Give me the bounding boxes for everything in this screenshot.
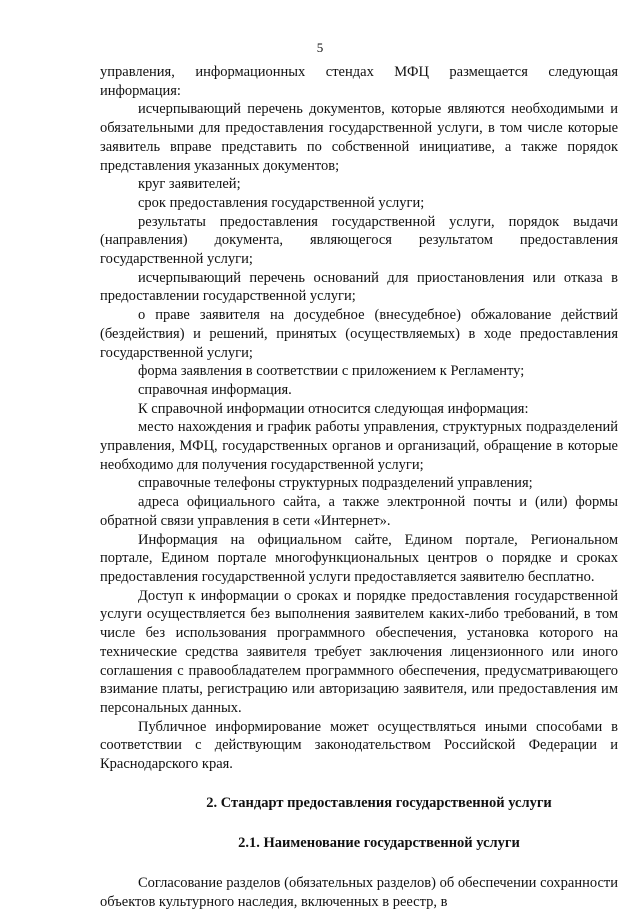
paragraph: форма заявления в соответствии с приложением к Регламенту;	[138, 363, 525, 380]
paragraph: срок предоставления государственной услуги;	[138, 194, 425, 211]
paragraph: адреса официального сайта, а также электронной почты и (или) формы обратной связи управления в сети «Интернет».	[100, 494, 618, 529]
paragraph: исчерпывающий перечень оснований для приостановления или отказа в предоставлении государственной услуги;	[100, 269, 618, 305]
paragraph: справочные телефоны структурных подразделений управления;	[138, 475, 533, 492]
paragraphs-top	[100, 63, 618, 774]
paragraph: круг заявителей;	[138, 176, 241, 193]
document-body	[100, 63, 618, 912]
paragraphs-bottom	[100, 874, 618, 911]
paragraph: справочная информация.	[138, 381, 292, 398]
section-heading: 2. Стандарт предоставления государственной услуги	[206, 794, 552, 811]
paragraph: место нахождения и график работы управления, структурных подразделений управления, МФЦ, государственных органов и организаций, обращение в которые необходимо для получения государственной услуги;	[100, 419, 618, 473]
paragraph: исчерпывающий перечень документов, которые являются необходимыми и обязательными для предоставления государственной услуги, в том числе которые заявитель вправе представить по собственной инициативе, а также порядок представления указанных документов;	[100, 101, 618, 174]
paragraph: результаты предоставления государственной услуги, порядок выдачи (направления) документа, являющегося результатом предоставления государственной услуги;	[100, 213, 618, 268]
paragraph: Информация на официальном сайте, Едином портале, Региональном портале, Едином портале многофункциональных центров о порядке и сроках предоставления государственной услуги предоставляется заявителю бесплатно.	[100, 531, 618, 585]
paragraph: Согласование разделов (обязательных разделов) об обеспечении сохранности объектов культурного наследия, включенных в реестр, в	[100, 875, 618, 910]
paragraph: о праве заявителя на досудебное (внесудебное) обжалование действий (бездействия) и решений, принятых (осуществляемых) в ходе предоставления государственной услуги;	[100, 307, 618, 361]
subsection-heading: 2.1. Наименование государственной услуги	[238, 835, 520, 852]
paragraph: Доступ к информации о сроках и порядке предоставления государственной услуги осуществляется без выполнения заявителем каких-либо требований, в том числе без использования программного обеспечения, установка которого на технические средства заявителя требует заключения лицензионного или иного соглашения с правообладателем программного обеспечения, предусматривающего взимание платы, регистрацию или авторизацию заявителя, или предоставления им персональных данных.	[100, 587, 618, 716]
paragraph: управления, информационных стендах МФЦ размещается следующая информация:	[100, 64, 618, 99]
paragraph: Публичное информирование может осуществляться иными способами в соответствии с действующим законодательством Российской Федерации и Краснодарского края.	[100, 718, 618, 773]
page-number: 5	[316, 40, 324, 55]
paragraph: К справочной информации относится следующая информация:	[138, 400, 529, 417]
